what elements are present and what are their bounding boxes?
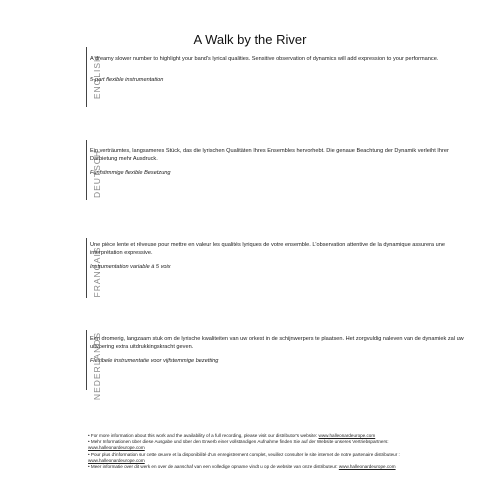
section-francais: [76, 241, 476, 270]
section-description: Une pièce lente et rêveuse pour mettre en valeur les qualités lyriques de votre ensemble. L'observation attentive de la dynamique assurera une interprétation expressive.: [90, 242, 445, 256]
language-label-deutsch: DEUTSCH: [92, 149, 102, 199]
language-label-nederlands: NEDERLANDS: [92, 331, 102, 401]
section-description: Ein verträumtes, langsameres Stück, das die lyrischen Qualitäten Ihres Ensembles hervorhebt. Die genaue Beachtung der Dynamik verleiht Ihrer Darbietung mehr Ausdruck.: [90, 148, 449, 162]
section-nederlands: [76, 335, 476, 364]
footer-line-fr: [88, 452, 418, 464]
distributor-link[interactable]: www.halleonardeurope.com: [318, 433, 376, 438]
language-label-english: ENGLISH: [92, 54, 102, 100]
section-instrumentation: Instrumentation variable à 5 voix: [90, 264, 171, 270]
distributor-link[interactable]: www.halleonardeurope.com: [88, 457, 145, 463]
section-english: [76, 55, 476, 83]
footer-line-nl: [88, 464, 418, 470]
language-label-francais: FRANÇAIS: [92, 246, 102, 298]
section-deutsch: [76, 147, 476, 176]
distributor-footer: [88, 433, 418, 470]
section-instrumentation: 5-part flexible instrumentation: [90, 77, 164, 83]
page-title: A Walk by the River: [193, 32, 307, 47]
section-description: A dreamy slower number to highlight your band's lyrical qualities. Sensitive observation of dynamics will add expression to your performance.: [90, 56, 439, 62]
distributor-link[interactable]: www.halleonardeurope.com: [88, 445, 145, 451]
footer-text: • Meer informatie over dit werk en over de aanschaf van een volledige opname vindt u op de website van onze distributeur:: [88, 464, 338, 470]
footer-text: • For more information about this work and the availability of a full recording, please visit our distributor's website:: [88, 433, 318, 438]
section-instrumentation: Fünfstimmige flexible Besetzung: [90, 170, 171, 176]
footer-line-de: [88, 439, 418, 451]
section-instrumentation: Flexibele instrumentatie voor vijfstemmige bezetting: [90, 358, 219, 364]
footer-text: • Mehr Informationen über diese Ausgabe und über den Erwerb einer vollständigen Aufnahme finden Sie auf der Website unseres Vertriebspartners:: [88, 439, 389, 445]
footer-text: • Pour plus d'information sur cette œuvre et la disponibilité d'un enregistrement complet, veuillez consulter le site internet de notre partenaire distributeur :: [88, 451, 400, 457]
section-description: Een dromerig, langzaam stuk om de lyrische kwaliteiten van uw orkest in de schijnwerpers te plaatsen. Het zorgvuldig naleven van de dynamiek zal uw uitvoering extra uitdrukkingskracht geven.: [90, 336, 464, 350]
distributor-link[interactable]: www.halleonardeurope.com: [338, 464, 396, 470]
